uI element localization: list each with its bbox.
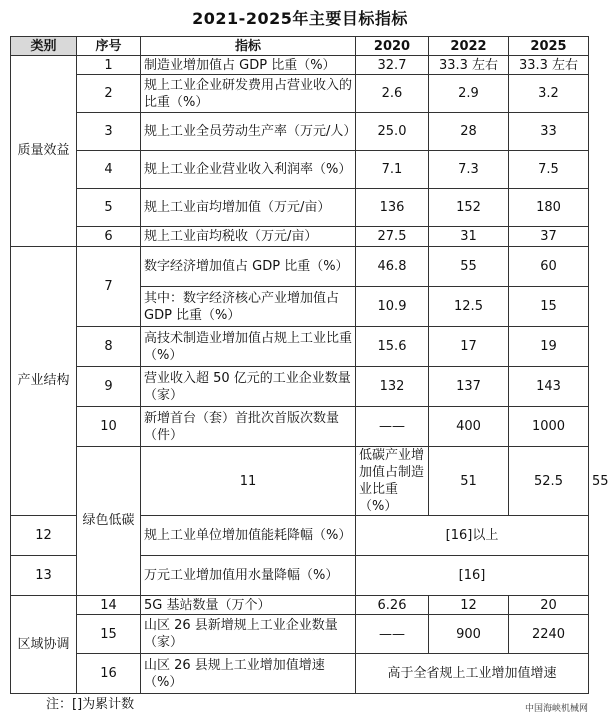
merged-value: [16]: [356, 556, 589, 596]
value-2020: ——: [356, 407, 429, 447]
table-row: 绿色低碳 11 低碳产业增加值占制造业比重（%） 51 52.5 55: [11, 447, 589, 516]
table-row: [11, 113, 589, 151]
row-indicator: 制造业增加值占 GDP 比重（%）: [141, 56, 356, 75]
row-index: 14: [77, 596, 141, 615]
row-indicator: 新增首台（套）首批次首版次数量（件）: [141, 407, 356, 447]
value-2022: 52.5: [509, 447, 589, 516]
row-index: 15: [77, 615, 141, 654]
value-2025: 1000: [509, 407, 589, 447]
row-index: 12: [11, 516, 77, 556]
merged-value: [16]以上: [356, 516, 589, 556]
row-indicator: 山区 26 县规上工业增加值增速（%）: [141, 654, 356, 694]
source-watermark: 中国海峡机械网: [524, 704, 588, 714]
value-2022: 152: [429, 189, 509, 227]
row-index: 11: [141, 447, 356, 516]
row-index: 8: [77, 327, 141, 367]
row-index: 9: [77, 367, 141, 407]
value-2022: 7.3: [429, 151, 509, 189]
value-2022: 400: [429, 407, 509, 447]
value-2022: 12: [429, 596, 509, 615]
row-indicator: 规上工业企业研发费用占营业收入的比重（%）: [141, 75, 356, 113]
value-2022: 28: [429, 113, 509, 151]
category-cell: 产业结构: [11, 247, 77, 516]
value-2025: 60: [509, 247, 589, 287]
row-index: 16: [77, 654, 141, 694]
row-indicator: 数字经济增加值占 GDP 比重（%）: [141, 247, 356, 287]
value-2025: 37: [509, 227, 589, 247]
targets-table: [10, 36, 609, 694]
value-2022: 12.5: [429, 287, 509, 327]
row-indicator: 规上工业全员劳动生产率（万元/人）: [141, 113, 356, 151]
value-2020: 136: [356, 189, 429, 227]
table-row: [11, 189, 589, 227]
row-indicator: 其中：数字经济核心产业增加值占 GDP 比重（%）: [141, 287, 356, 327]
value-2025: 3.2: [509, 75, 589, 113]
row-index: 10: [77, 407, 141, 447]
row-indicator: 山区 26 县新增规上工业企业数量（家）: [141, 615, 356, 654]
value-2020: 25.0: [356, 113, 429, 151]
table-row: [11, 615, 589, 654]
table-row: [11, 596, 589, 615]
row-index: 6: [77, 227, 141, 247]
value-2020: 7.1: [356, 151, 429, 189]
value-2022: 55: [429, 247, 509, 287]
header-category: 类别: [11, 37, 77, 56]
value-2025: 15: [509, 287, 589, 327]
row-indicator: 规上工业企业营业收入利润率（%）: [141, 151, 356, 189]
header-2025: 2025: [509, 37, 589, 56]
row-index: 1: [77, 56, 141, 75]
row-indicator: 5G 基站数量（万个）: [141, 596, 356, 615]
value-2020: 6.26: [356, 596, 429, 615]
value-2020: 2.6: [356, 75, 429, 113]
value-2022: 31: [429, 227, 509, 247]
table-row: [11, 407, 589, 447]
value-2020: 46.8: [356, 247, 429, 287]
value-2022: 17: [429, 327, 509, 367]
value-2025: 33.3 左右: [509, 56, 589, 75]
row-indicator: 万元工业增加值用水量降幅（%）: [141, 556, 356, 596]
value-2025: 19: [509, 327, 589, 367]
value-2022: 33.3 左右: [429, 56, 509, 75]
row-index: 13: [11, 556, 77, 596]
row-index: 3: [77, 113, 141, 151]
value-2020: 27.5: [356, 227, 429, 247]
value-2022: 137: [429, 367, 509, 407]
value-2025: 20: [509, 596, 589, 615]
table-row: [11, 227, 589, 247]
merged-value: 高于全省规上工业增加值增速: [356, 654, 589, 694]
value-2022: 2.9: [429, 75, 509, 113]
table-header-row: [11, 37, 589, 56]
row-indicator: 高技术制造业增加值占规上工业比重（%）: [141, 327, 356, 367]
value-2025: 33: [509, 113, 589, 151]
category-cell: 区域协调: [11, 596, 77, 694]
value-2022: 900: [429, 615, 509, 654]
row-indicator: 低碳产业增加值占制造业比重（%）: [356, 447, 429, 516]
value-2025: 7.5: [509, 151, 589, 189]
row-index: 4: [77, 151, 141, 189]
value-2020: ——: [356, 615, 429, 654]
header-2020: 2020: [356, 37, 429, 56]
value-2020: 10.9: [356, 287, 429, 327]
table-row: [11, 56, 589, 75]
row-index: 2: [77, 75, 141, 113]
header-index: 序号: [77, 37, 141, 56]
value-2020: 132: [356, 367, 429, 407]
header-2022: 2022: [429, 37, 509, 56]
row-indicator: 规上工业亩均增加值（万元/亩）: [141, 189, 356, 227]
page-title: 2021-2025年主要目标指标: [192, 9, 408, 28]
table-row: [11, 247, 589, 287]
value-2020: 32.7: [356, 56, 429, 75]
footnote: 注：[]为累计数: [46, 697, 135, 712]
table-row: [11, 151, 589, 189]
row-indicator: 规上工业单位增加值能耗降幅（%）: [141, 516, 356, 556]
header-indicator: 指标: [141, 37, 356, 56]
value-2025: 143: [509, 367, 589, 407]
value-2020: 51: [429, 447, 509, 516]
row-index: 7: [77, 247, 141, 327]
table-row: [11, 327, 589, 367]
row-index: 5: [77, 189, 141, 227]
table-row: [11, 75, 589, 113]
category-cell: 绿色低碳: [77, 447, 141, 596]
value-2025: 2240: [509, 615, 589, 654]
table-row: [11, 654, 589, 694]
category-cell: 质量效益: [11, 56, 77, 247]
value-2020: 15.6: [356, 327, 429, 367]
row-indicator: 规上工业亩均税收（万元/亩）: [141, 227, 356, 247]
row-indicator: 营业收入超 50 亿元的工业企业数量（家）: [141, 367, 356, 407]
table-row: [11, 367, 589, 407]
value-2025: 180: [509, 189, 589, 227]
